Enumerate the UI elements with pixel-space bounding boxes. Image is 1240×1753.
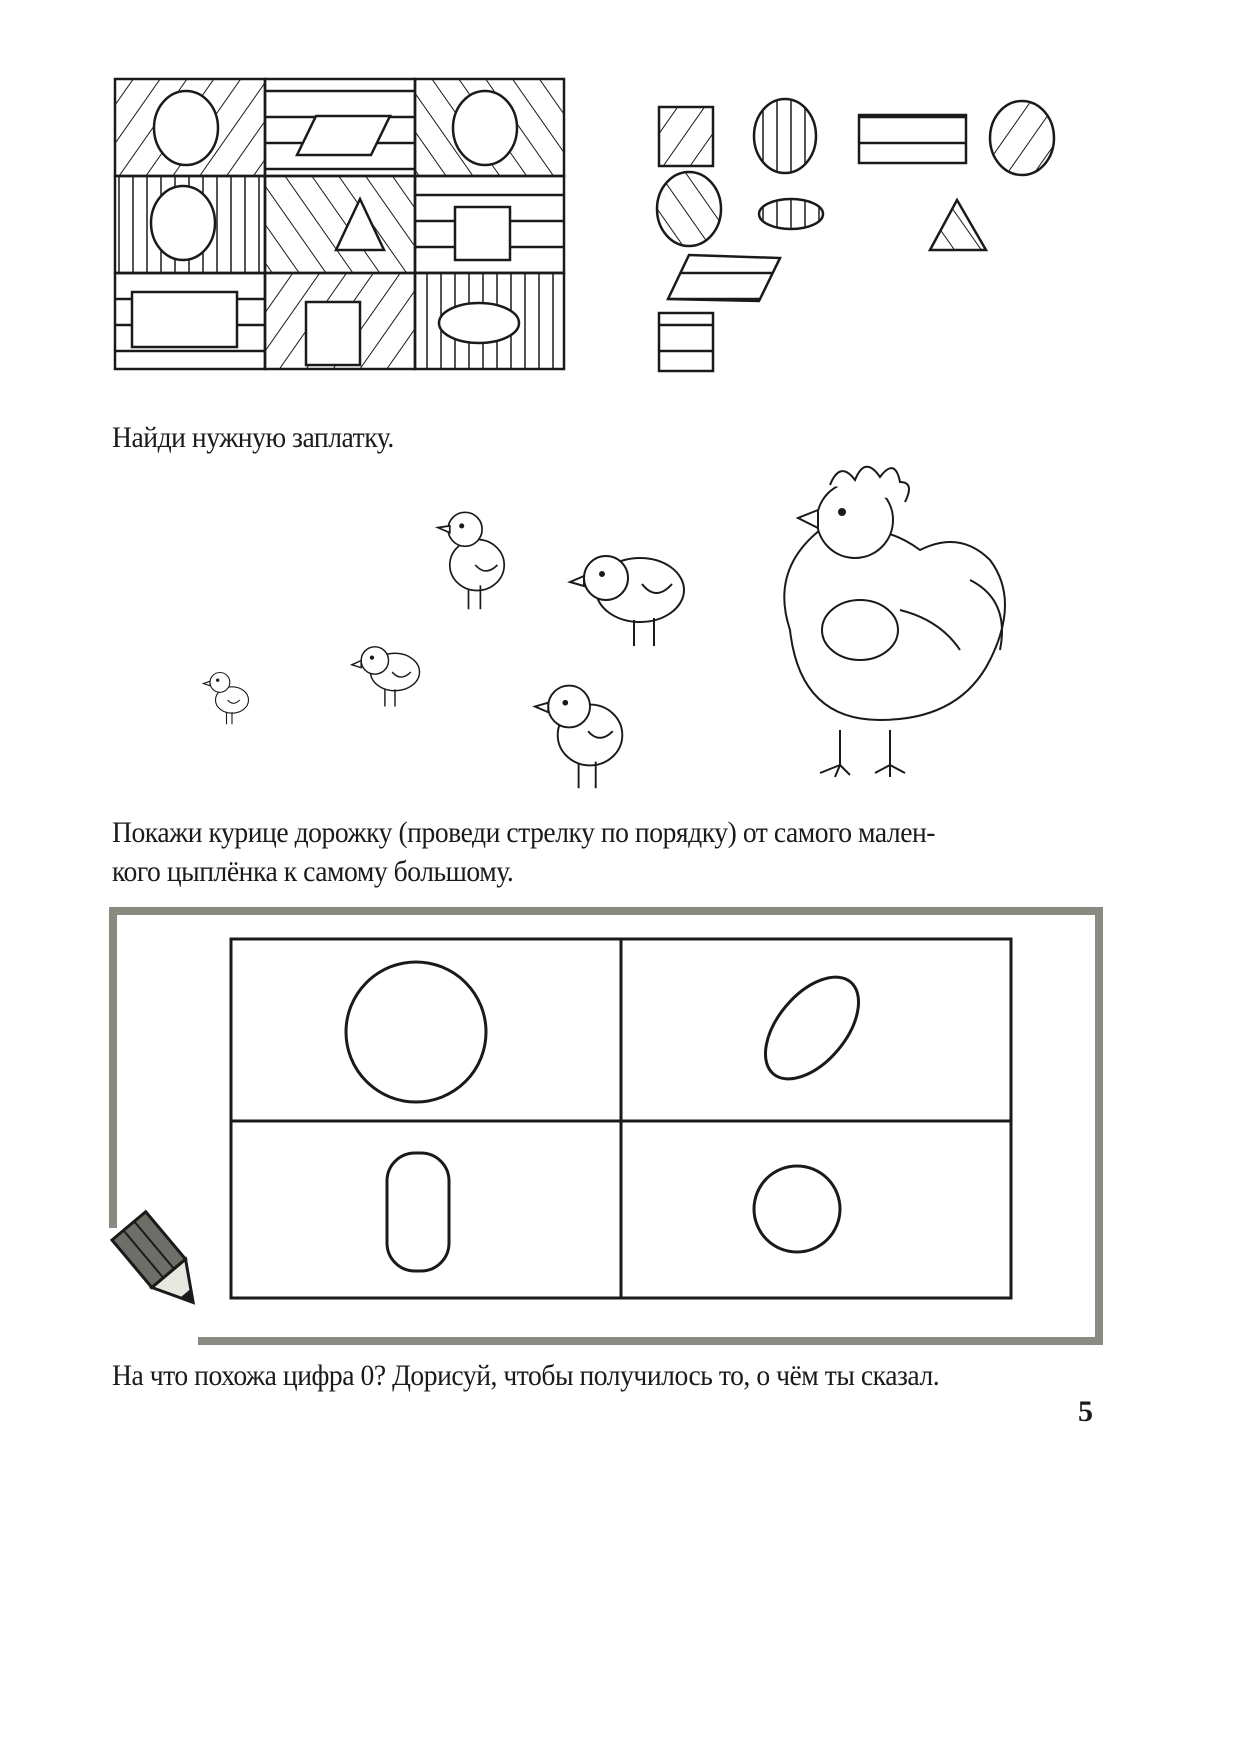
pencil-icon (112, 1212, 210, 1317)
task-3-instruction: На что похожа цифра 0? Дорисуй, чтобы получилось то, о чём ты сказал. (112, 1359, 940, 1392)
task-1-instruction: Найди нужную заплатку. (112, 421, 394, 454)
patch-option[interactable] (668, 255, 780, 301)
chick-icon[interactable] (203, 673, 248, 725)
patch-option[interactable] (754, 99, 816, 173)
task-2-instruction-line1: Покажи курице дорожку (проведи стрелку по порядку) от самого мален- (112, 816, 936, 849)
patch-option[interactable] (859, 115, 966, 163)
patch-option[interactable] (759, 199, 823, 229)
circle-shape[interactable] (346, 962, 486, 1102)
candidate-patches (657, 99, 1054, 371)
patch-grid (115, 79, 564, 369)
chick-icon[interactable] (352, 647, 420, 707)
patch-option[interactable] (659, 313, 713, 371)
hen-icon[interactable] (784, 467, 1005, 777)
patch-option[interactable] (930, 200, 986, 250)
chick-icon[interactable] (570, 556, 684, 646)
chicks-and-hen (203, 467, 1005, 788)
rounded-rect-shape[interactable] (387, 1153, 449, 1271)
drawing-exercise (112, 911, 1099, 1341)
patch-option[interactable] (990, 101, 1054, 175)
patch-option[interactable] (657, 172, 721, 246)
page-number: 5 (1078, 1395, 1093, 1428)
small-circle-shape[interactable] (754, 1166, 840, 1252)
task-2-instruction-line2: кого цыплёнка к самому большому. (112, 855, 514, 888)
oval-shape[interactable] (747, 960, 876, 1096)
chick-icon[interactable] (438, 512, 504, 609)
patch-option[interactable] (659, 107, 713, 166)
chick-icon[interactable] (535, 686, 622, 789)
